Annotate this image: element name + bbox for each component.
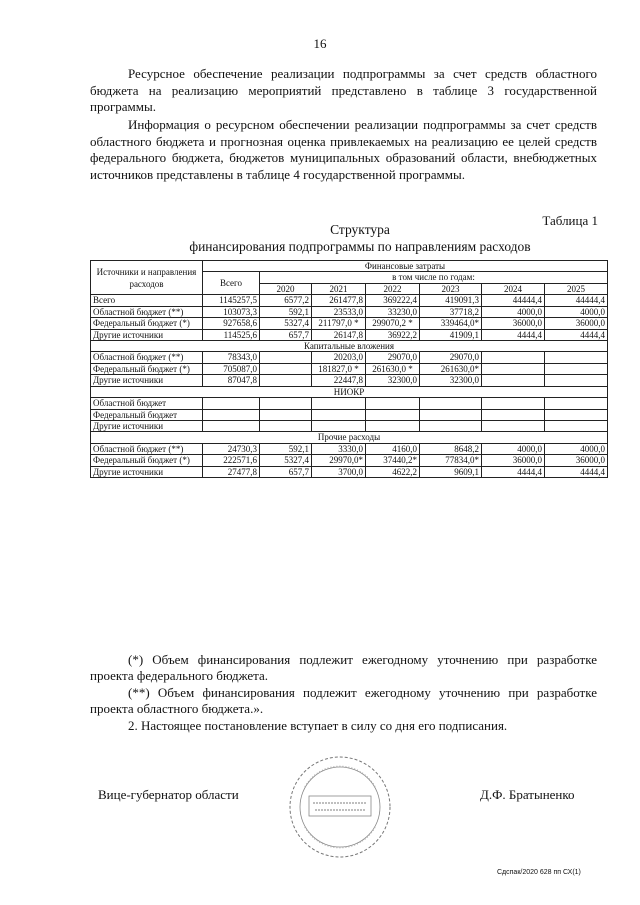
table-body (91, 295, 608, 478)
header-total: Всего (203, 272, 260, 295)
table-cell: 6577,2 (260, 295, 312, 306)
section-row (91, 432, 608, 443)
row-label: Областной бюджет (**) (91, 306, 203, 318)
table-cell: 22447,8 (312, 375, 366, 386)
table-cell: 181827,0 * (312, 363, 366, 375)
header-year: 2024 (482, 283, 545, 294)
table-cell: 4000,0 (545, 306, 608, 318)
header-year: 2021 (312, 283, 366, 294)
table-row (91, 421, 608, 432)
table-subtitle: финансирования подпрограммы по направлениям расходов (189, 239, 531, 254)
table-cell (545, 409, 608, 420)
table-cell: 3330,0 (312, 443, 366, 455)
table-cell: 103073,3 (203, 306, 260, 318)
table-cell: 4444,4 (482, 466, 545, 477)
row-label: Другие источники (91, 421, 203, 432)
table-cell: 29970,0* (312, 455, 366, 467)
table-cell: 32300,0 (420, 375, 482, 386)
table-cell: 705087,0 (203, 363, 260, 375)
row-label: Федеральный бюджет (91, 409, 203, 420)
table-cell: 4622,2 (366, 466, 420, 477)
section-row (91, 386, 608, 397)
table-cell: 44444,4 (482, 295, 545, 306)
signatory-position: Вице-губернатор области (98, 787, 239, 802)
table-cell (312, 398, 366, 409)
table-cell: 222571,6 (203, 455, 260, 467)
header-by-years: в том числе по годам: (260, 272, 608, 283)
table-cell: 592,1 (260, 443, 312, 455)
table-cell: 657,7 (260, 466, 312, 477)
paragraph-resource-information: Информация о ресурсном обеспечении реализации подпрограммы за счет средств областного бюджета и прогнозная оценка привлекаемых на реализацию ее целей средств федерального бюджета, бюджетов муниципальных образований области, внебюджетных источников представлены в таблице 4 государственной программы. (90, 117, 597, 182)
table-cell: 36000,0 (545, 318, 608, 330)
row-label: Областной бюджет (**) (91, 352, 203, 364)
table-cell: 77834,0* (420, 455, 482, 467)
row-label: Федеральный бюджет (*) (91, 363, 203, 375)
table-cell: 9609,1 (420, 466, 482, 477)
table-cell (260, 363, 312, 375)
table-cell (203, 398, 260, 409)
table-cell (482, 375, 545, 386)
table-cell: 211797,0 * (312, 318, 366, 330)
table-cell (260, 352, 312, 364)
table-cell: 33230,0 (366, 306, 420, 318)
table-cell (203, 421, 260, 432)
table-row (91, 306, 608, 318)
table-cell (366, 421, 420, 432)
table-row (91, 466, 608, 477)
table-row (91, 443, 608, 455)
signatory-name: Д.Ф. Братыненко (480, 787, 575, 802)
table-cell (203, 409, 260, 420)
section-row (91, 341, 608, 352)
page-number: 16 (313, 36, 327, 51)
table-cell (545, 421, 608, 432)
header-year: 2025 (545, 283, 608, 294)
table-cell: 5327,4 (260, 455, 312, 467)
table-cell (545, 398, 608, 409)
table-cell: 4444,4 (482, 329, 545, 340)
row-label: Областной бюджет (**) (91, 443, 203, 455)
header-year: 2022 (366, 283, 420, 294)
table-cell: 4444,4 (545, 329, 608, 340)
table-cell (482, 421, 545, 432)
table-cell: 87047,8 (203, 375, 260, 386)
header-year: 2020 (260, 283, 312, 294)
header-sources: Источники и направления расходов (91, 261, 203, 295)
table-cell: 419091,3 (420, 295, 482, 306)
table-row (91, 295, 608, 306)
table-cell: 1145257,5 (203, 295, 260, 306)
table-row (91, 329, 608, 340)
table-row (91, 455, 608, 467)
table-cell: 36000,0 (482, 318, 545, 330)
table-cell: 4444,4 (545, 466, 608, 477)
header-costs: Финансовые затраты (203, 261, 608, 272)
table-cell (420, 409, 482, 420)
enactment-clause: 2. Настоящее постановление вступает в силу со дня его подписания. (128, 718, 508, 733)
table-cell (366, 409, 420, 420)
table-cell: 369222,4 (366, 295, 420, 306)
table-cell (312, 421, 366, 432)
table-cell (482, 363, 545, 375)
row-label: Другие источники (91, 375, 203, 386)
section-title: Прочие расходы (91, 432, 608, 443)
table-label: Таблица 1 (542, 213, 598, 228)
table-cell: 44444,4 (545, 295, 608, 306)
table-cell: 26147,8 (312, 329, 366, 340)
table-cell: 20203,0 (312, 352, 366, 364)
table-cell (545, 363, 608, 375)
table-cell: 261630,0* (420, 363, 482, 375)
table-row (91, 375, 608, 386)
table-cell: 36922,2 (366, 329, 420, 340)
table-cell (312, 409, 366, 420)
table-cell (260, 375, 312, 386)
table-cell: 4000,0 (482, 443, 545, 455)
table-cell: 261477,8 (312, 295, 366, 306)
section-title: НИОКР (91, 386, 608, 397)
table-cell: 29070,0 (420, 352, 482, 364)
table-row (91, 398, 608, 409)
table-cell: 114525,6 (203, 329, 260, 340)
table-cell (260, 409, 312, 420)
table-cell: 4160,0 (366, 443, 420, 455)
table-cell: 592,1 (260, 306, 312, 318)
table-cell: 24730,3 (203, 443, 260, 455)
table-cell (260, 421, 312, 432)
table-cell: 299070,2 * (366, 318, 420, 330)
paragraph-resource-provision: Ресурсное обеспечение реализации подпрограммы за счет средств областного бюджета на реализацию мероприятий представлено в таблице 3 государственной программы. (90, 66, 597, 115)
row-label: Федеральный бюджет (*) (91, 455, 203, 467)
row-label: Другие источники (91, 466, 203, 477)
header-year: 2023 (420, 283, 482, 294)
table-cell: 5327,4 (260, 318, 312, 330)
table-row (91, 409, 608, 420)
table-cell (366, 398, 420, 409)
table-cell (482, 398, 545, 409)
table-row (91, 363, 608, 375)
table-cell: 78343,0 (203, 352, 260, 364)
financing-table (90, 260, 608, 478)
table-cell (420, 421, 482, 432)
table-cell: 23533,0 (312, 306, 366, 318)
table-row (91, 352, 608, 364)
table-cell (482, 352, 545, 364)
note-federal: (*) Объем финансирования подлежит ежегодному уточнению при разработке проекта федерального бюджета. (90, 652, 597, 683)
table-cell: 339464,0* (420, 318, 482, 330)
table-cell: 261630,0 * (366, 363, 420, 375)
table-cell: 927658,6 (203, 318, 260, 330)
table-cell (545, 352, 608, 364)
table-cell: 36000,0 (482, 455, 545, 467)
table-cell (260, 398, 312, 409)
table-cell: 41909,1 (420, 329, 482, 340)
row-label: Федеральный бюджет (*) (91, 318, 203, 330)
table-cell (420, 398, 482, 409)
table-cell: 37718,2 (420, 306, 482, 318)
table-cell: 27477,8 (203, 466, 260, 477)
row-label: Всего (91, 295, 203, 306)
table-cell: 3700,0 (312, 466, 366, 477)
row-label: Областной бюджет (91, 398, 203, 409)
row-label: Другие источники (91, 329, 203, 340)
note-regional: (**) Объем финансирования подлежит ежегодному уточнению при разработке проекта областного бюджета.». (90, 685, 597, 716)
table-cell: 37440,2* (366, 455, 420, 467)
table-cell: 36000,0 (545, 455, 608, 467)
table-cell: 4000,0 (545, 443, 608, 455)
table-row (91, 318, 608, 330)
table-cell: 8648,2 (420, 443, 482, 455)
section-title: Капитальные вложения (91, 341, 608, 352)
table-cell: 32300,0 (366, 375, 420, 386)
table-cell (482, 409, 545, 420)
document-code: Сдспак/2020 628 пп СХ(1) (497, 869, 581, 876)
table-cell: 4000,0 (482, 306, 545, 318)
table-cell (545, 375, 608, 386)
official-stamp-seal (285, 752, 395, 862)
table-cell: 29070,0 (366, 352, 420, 364)
table-title: Структура (330, 222, 390, 237)
table-cell: 657,7 (260, 329, 312, 340)
